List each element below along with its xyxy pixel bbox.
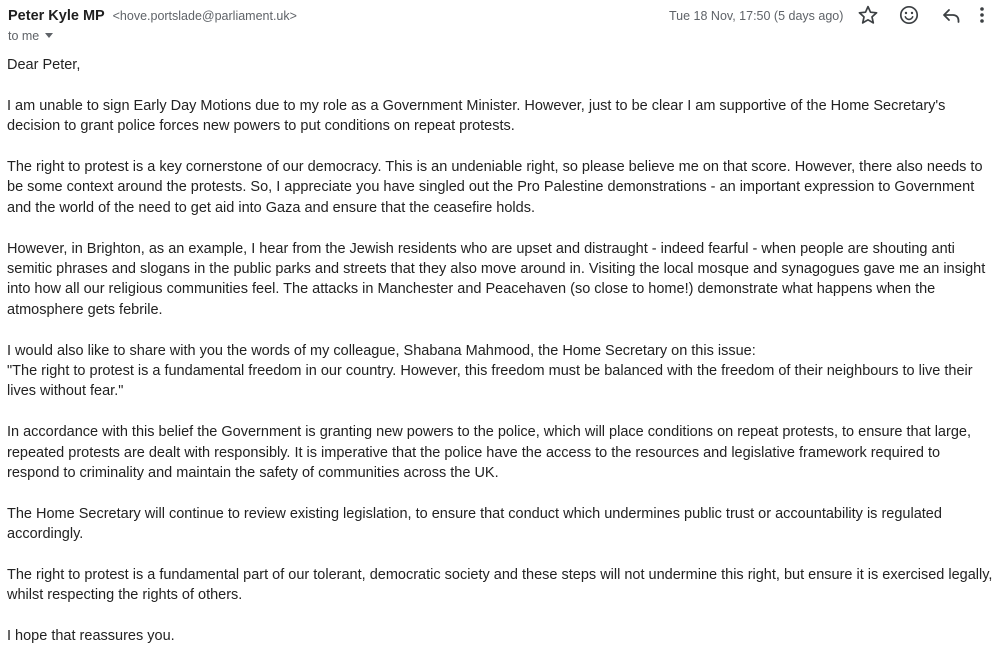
message-header [0,0,1000,48]
recipient-label: to me [8,29,40,43]
star-icon [856,3,880,27]
reply-icon [939,3,963,27]
email-greeting: Dear Peter, [7,57,81,73]
email-paragraph: However, in Brighton, as an example, I hear from the Jewish residents who are upset and distraught - indeed fearful - when people are shouting anti semitic phrases and slogans in the public parks and streets that they also move around in. Visiting the local mosque and synagogues gave me an insight into how all our religious communities feel. The attacks in Manchester and Peacehaven (so close to home!) demonstrate what happens when the atmosphere gets febrile. [7,240,986,318]
sender-name[interactable]: Peter Kyle MP [8,8,105,24]
email-body [7,55,995,667]
message-timestamp: Tue 18 Nov, 17:50 (5 days ago) [669,9,844,23]
email-paragraph: In accordance with this belief the Government is granting new powers to the police, which will place conditions on repeat protests, to ensure that large, repeated protests are dealt with responsibly. It is imperative that the police have the access to the resources and legislative framework required to respond to criminality and maintain the safety of communities across the UK. [7,424,971,482]
star-button[interactable] [856,3,880,27]
reply-button[interactable] [939,3,963,27]
email-paragraph: The right to protest is a fundamental part of our tolerant, democratic society and these steps will not undermine this right, but ensure it is exercised legally, whilst respecting the rights of others. [7,567,993,604]
recipient-details-toggle[interactable] [8,28,53,44]
add-reaction-button[interactable] [897,3,921,27]
more-vert-icon [976,3,988,27]
email-quote: "The right to protest is a fundamental freedom in our country. However, this freedom must be balanced with the freedom of their neighbours to live their lives without fear." [7,363,973,400]
email-paragraph: The right to protest is a key cornerstone of our democracy. This is an undeniable right, so please believe me on that score. However, there also needs to be some context around the protests. So, I appreciate you have singled out the Pro Palestine demonstrations - an important expression to Government and the world of the need to get aid into Gaza and ensure that the ceasefire holds. [7,159,983,216]
emoji-reaction-icon [897,3,921,27]
sender-email: <hove.portslade@parliament.uk> [112,9,297,23]
more-options-button[interactable] [976,3,988,27]
email-paragraph: I would also like to share with you the words of my colleague, Shabana Mahmood, the Home Secretary on this issue: [7,342,756,359]
email-paragraph: I am unable to sign Early Day Motions due to my role as a Government Minister. However, just to be clear I am supportive of the Home Secretary's decision to grant police forces new powers to put conditions on repeat protests. [7,97,946,135]
email-paragraph: The Home Secretary will continue to review existing legislation, to ensure that conduct which undermines public trust or accountability is regulated accordingly. [7,505,942,543]
email-signoff: I hope that reassures you. [7,628,175,645]
caret-down-icon [45,33,53,38]
sender [8,6,297,25]
